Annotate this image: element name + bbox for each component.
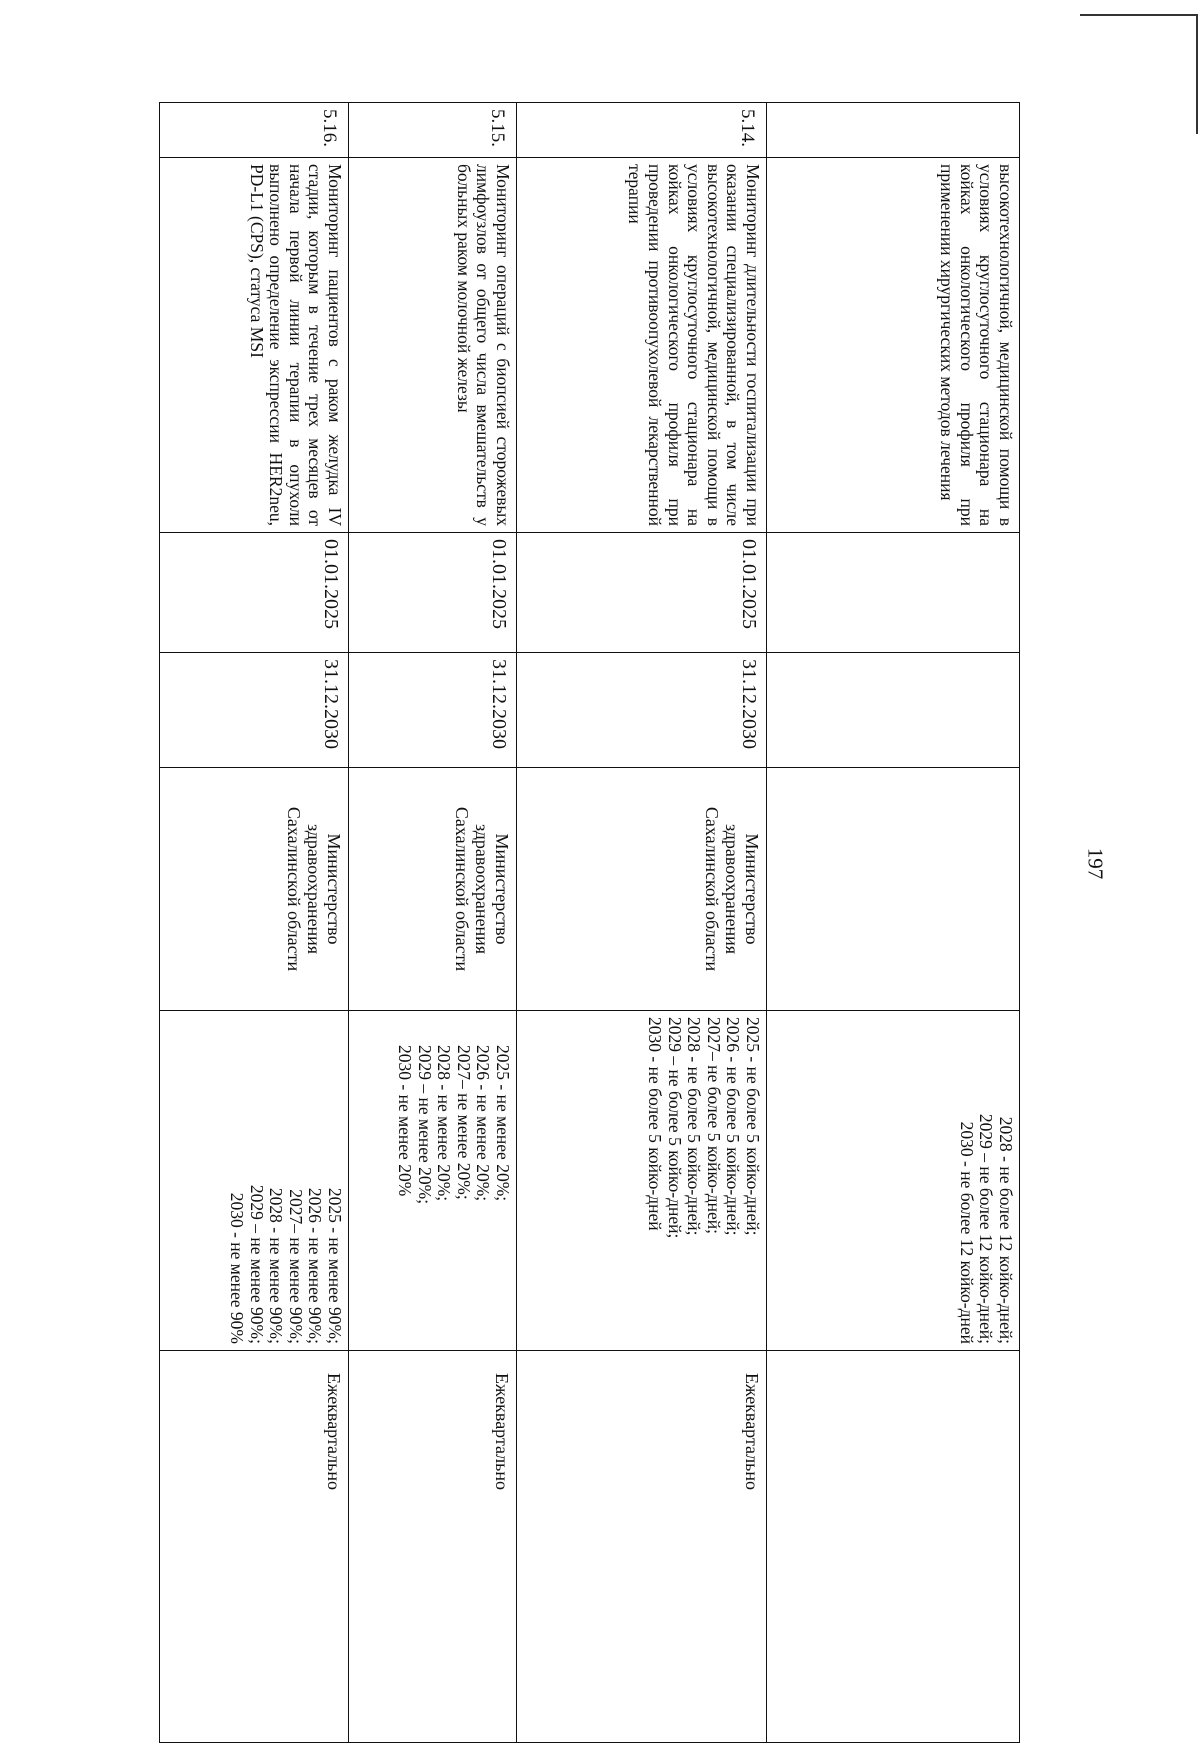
measure-description: Мониторинг длительности госпитализации при оказании специализированной, в том числе высокотехнологичной, медицинской помощи в условиях круглосуточного стационара на койках онкологического профиля при проведении противоопухолевой лекарственной терапии [517, 158, 767, 533]
end-date [767, 653, 1020, 768]
start-date: 01.01.2025 [349, 533, 517, 653]
measure-description: Мониторинг операций с биопсией сторожевых лимфоузлов от общего числа вмешательств у больных раком молочной железы [349, 158, 517, 533]
start-date [767, 533, 1020, 653]
end-date: 31.12.2030 [349, 653, 517, 768]
reporting-frequency: Ежеквартально [160, 1351, 349, 1743]
reporting-frequency: Ежеквартально [517, 1351, 767, 1743]
end-date: 31.12.2030 [517, 653, 767, 768]
indicator-line: 2029 – не менее 20%; [414, 1045, 435, 1205]
measure-description: высокотехнологичной, медицинской помощи в условиях круглосуточного стационара на койках онкологического профиля при применении хирургических методов лечения [767, 158, 1020, 533]
indicator-line: 2027– не более 5 койко-дней; [703, 1017, 724, 1235]
target-indicators [767, 1011, 1020, 1351]
scan-edge-line [1080, 14, 1198, 16]
rotated-table-wrapper [160, 102, 1020, 1742]
end-date: 31.12.2030 [160, 653, 349, 768]
responsible-authority: Министерство здравоохранения Сахалинской области [349, 768, 517, 1011]
table-row [349, 103, 517, 1743]
indicator-line: 2029 – не более 12 койко-дней; [976, 1113, 997, 1344]
indicator-line: 2030 - не более 5 койко-дней [645, 1017, 666, 1231]
indicator-line: 2026 - не менее 90%; [305, 1187, 326, 1344]
responsible-authority: Министерство здравоохранения Сахалинской области [160, 768, 349, 1011]
indicator-line: 2028 - не более 5 койко-дней; [684, 1017, 705, 1236]
table-row [767, 103, 1020, 1743]
target-indicators [160, 1011, 349, 1351]
page-number: 197 [1083, 847, 1108, 879]
indicator-line: 2026 - не более 5 койко-дней; [723, 1017, 744, 1236]
reporting-frequency [767, 1351, 1020, 1743]
indicator-line: 2028 - не более 12 койко-дней; [996, 1116, 1016, 1344]
table-row [160, 103, 349, 1743]
reporting-frequency: Ежеквартально [349, 1351, 517, 1743]
indicator-line: 2030 - не менее 90% [227, 1192, 248, 1344]
row-number [767, 103, 1020, 158]
target-indicators [517, 1011, 767, 1351]
indicator-line: 2025 - не более 5 койко-дней; [743, 1017, 763, 1236]
row-number: 5.14. [517, 103, 767, 158]
responsible-authority [767, 768, 1020, 1011]
indicator-line: 2029 – не менее 90%; [246, 1184, 267, 1344]
indicator-line: 2025 - не менее 20%; [493, 1045, 513, 1202]
indicator-line: 2027– не менее 90%; [285, 1189, 306, 1344]
indicator-line: 2028 - не менее 20%; [434, 1045, 455, 1202]
start-date: 01.01.2025 [160, 533, 349, 653]
indicator-line: 2029 – не более 5 койко-дней; [664, 1017, 685, 1239]
indicator-line: 2027– не менее 20%; [453, 1045, 474, 1200]
row-number: 5.15. [349, 103, 517, 158]
measures-table [159, 102, 1020, 1743]
responsible-authority: Министерство здравоохранения Сахалинской области [517, 768, 767, 1011]
table-row [517, 103, 767, 1743]
target-indicators [349, 1011, 517, 1351]
indicator-line: 2030 - не более 12 койко-дней [956, 1121, 977, 1344]
indicator-line: 2030 - не менее 20% [395, 1045, 416, 1197]
row-number: 5.16. [160, 103, 349, 158]
scan-edge-line [1196, 14, 1198, 134]
indicator-line: 2026 - не менее 20%; [473, 1045, 494, 1202]
indicator-line: 2025 - не менее 90%; [325, 1187, 345, 1344]
indicator-line: 2028 - не менее 90%; [266, 1187, 287, 1344]
start-date: 01.01.2025 [517, 533, 767, 653]
measure-description: Мониторинг пациентов с раком желудка IV стадии, которым в течение трех месяцев от начала первой линии терапии в опухоли выполнено определение экспрессии HER2neu, PD-L1 (CPS), статуса MSI [160, 158, 349, 533]
